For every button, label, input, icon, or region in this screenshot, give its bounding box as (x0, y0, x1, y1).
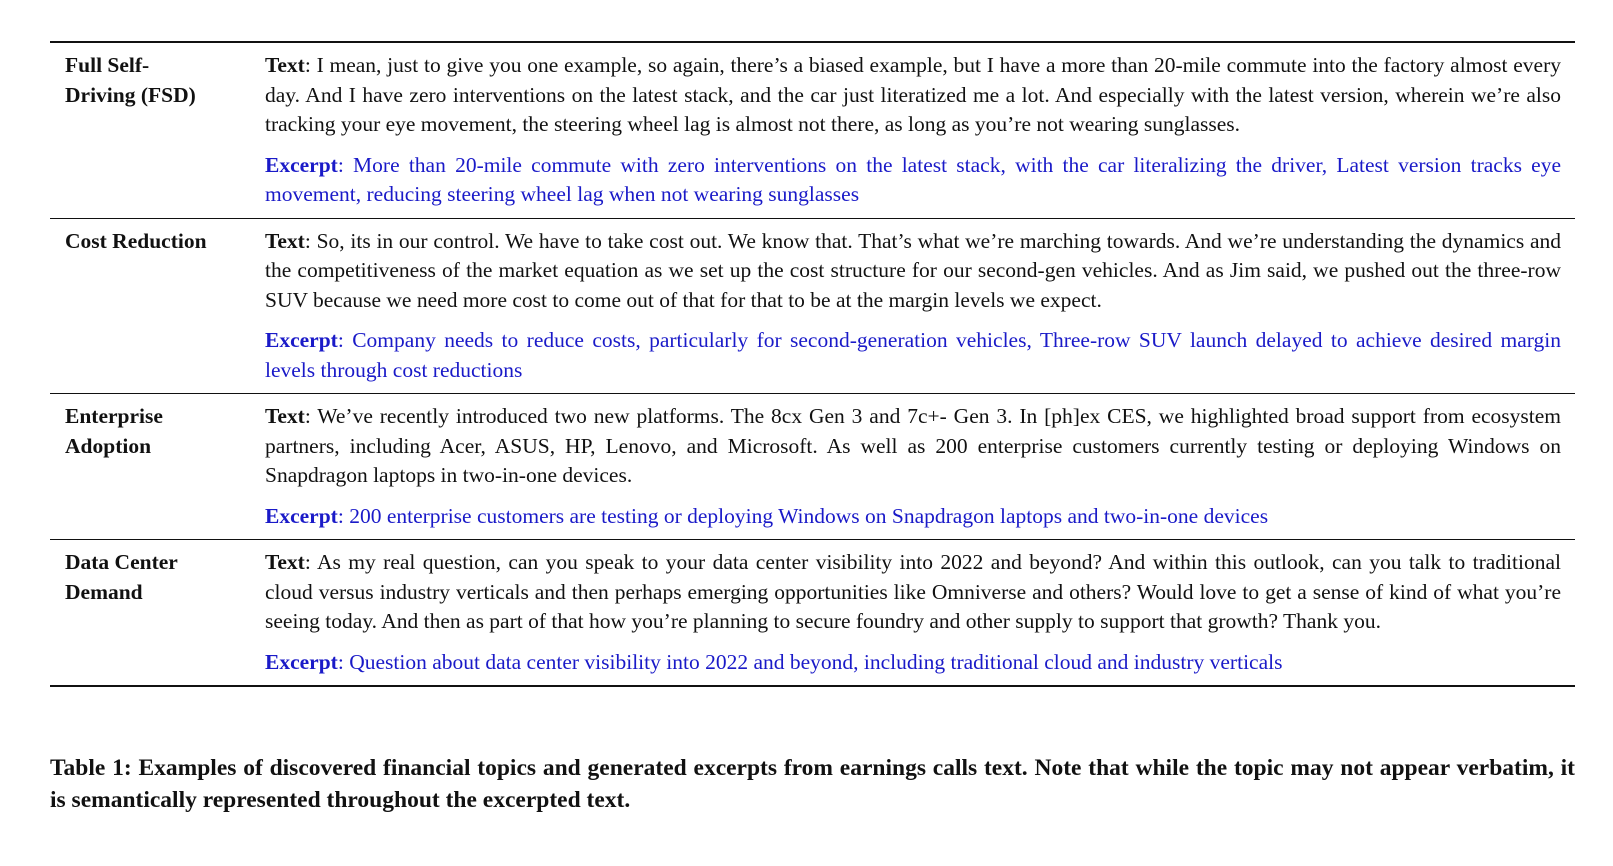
table-row (50, 393, 1575, 539)
row-content (265, 402, 1575, 531)
text-paragraph: Text: As my real question, can you speak to your data center visibility into 2022 and beyond? And within this outlook, can you talk to traditional cloud versus industry verticals and then perhaps emerging opportunities like Omniverse and others? Would love to get a sense of kind of what you’re seeing today. And then as part of that how you’re planning to secure foundry and other supply to support that growth? Thank you. (265, 550, 1561, 633)
excerpt-label: Excerpt (265, 503, 338, 528)
table-row (50, 43, 1575, 218)
row-content (265, 51, 1575, 210)
row-content (265, 227, 1575, 386)
text-label: Text (265, 550, 305, 574)
excerpt-body: 200 enterprise customers are testing or deploying Windows on Snapdragon laptops and two-in-one devices (349, 503, 1269, 528)
text-paragraph: Text: We’ve recently introduced two new platforms. The 8cx Gen 3 and 7c+- Gen 3. In [ph]ex CES, we highlighted broad support from ecosystem partners, including Acer, ASUS, HP, Lenovo, and Microsoft. As well as 200 enterprise customers currently testing or deploying Windows on Snapdragon laptops in two-in-one devices. (265, 404, 1561, 487)
table-caption: Table 1: Examples of discovered financial topics and generated excerpts from earnings calls text. Note that while the topic may not appear verbatim, it is semantically represented throughout the excerpted text. (50, 755, 1575, 813)
topic-label: Cost Reduction (65, 228, 207, 253)
text-label: Text (265, 404, 305, 428)
text-body: We’ve recently introduced two new platforms. The 8cx Gen 3 and 7c+- Gen 3. In [ph]ex CES, we highlighted broad support from ecosystem partners, including Acer, ASUS, HP, Lenovo, and Microsoft. As well as 200 enterprise customers currently testing or deploying Windows on Snapdragon laptops in two-in-one devices. (265, 404, 1561, 487)
excerpt-body: More than 20-mile commute with zero interventions on the latest stack, with the car literalizing the driver, Latest version tracks eye movement, reducing steering wheel lag when not wearing sunglasses (265, 152, 1561, 206)
table-row (50, 218, 1575, 394)
text-label: Text (265, 53, 305, 77)
excerpt-label: Excerpt (265, 152, 338, 177)
text-paragraph: Text: I mean, just to give you one example, so again, there’s a biased example, but I have a more than 20-mile commute into the factory almost every day. And I have zero interventions on the latest stack, and the car just literatized me a lot. And especially with the latest version, wherein we’re also tracking your eye movement, the steering wheel lag is almost not there, as long as you’re not wearing sunglasses. (265, 53, 1561, 136)
topics-table (50, 41, 1575, 687)
text-body: As my real question, can you speak to your data center visibility into 2022 and beyond? And within this outlook, can you talk to traditional cloud versus industry verticals and then perhaps emerging opportunities like Omniverse and others? Would love to get a sense of kind of what you’re seeing today. And then as part of that how you’re planning to secure foundry and other supply to support that growth? Thank you. (265, 550, 1561, 633)
excerpt-paragraph: Excerpt: Company needs to reduce costs, particularly for second-generation vehicles, Three-row SUV launch delayed to achieve desired margin levels through cost reductions (265, 328, 1561, 382)
excerpt-body: Company needs to reduce costs, particularly for second-generation vehicles, Three-row SUV launch delayed to achieve desired margin levels through cost reductions (265, 328, 1561, 382)
excerpt-body: Question about data center visibility into 2022 and beyond, including traditional cloud and industry verticals (349, 649, 1283, 674)
text-body: So, its in our control. We have to take cost out. We know that. That’s what we’re marching towards. And we’re understanding the dynamics and the competitiveness of the market equation as we set up the cost structure for our second-gen vehicles. And as Jim said, we pushed out the three-row SUV because we need more cost to come out of that for that to be at the margin levels we expect. (265, 228, 1561, 312)
excerpt-paragraph: Excerpt: More than 20-mile commute with zero interventions on the latest stack, with the car literalizing the driver, Latest version tracks eye movement, reducing steering wheel lag when not wearing sunglasses (265, 152, 1561, 206)
topic-label: Data Center Demand (65, 550, 178, 604)
excerpt-paragraph: Excerpt: 200 enterprise customers are testing or deploying Windows on Snapdragon laptops and two-in-one devices (265, 503, 1269, 528)
excerpt-label: Excerpt (265, 649, 338, 674)
excerpt-label: Excerpt (265, 328, 338, 352)
topic-label: Full Self-Driving (FSD) (65, 53, 196, 107)
text-body: I mean, just to give you one example, so again, there’s a biased example, but I have a more than 20-mile commute into the factory almost every day. And I have zero interventions on the latest stack, and the car just literatized me a lot. And especially with the latest version, wherein we’re also tracking your eye movement, the steering wheel lag is almost not there, as long as you’re not wearing sunglasses. (265, 53, 1561, 136)
excerpt-paragraph: Excerpt: Question about data center visibility into 2022 and beyond, including traditional cloud and industry verticals (265, 649, 1283, 674)
table-row (50, 539, 1575, 685)
text-paragraph: Text: So, its in our control. We have to take cost out. We know that. That’s what we’re marching towards. And we’re understanding the dynamics and the competitiveness of the market equation as we set up the cost structure for our second-gen vehicles. And as Jim said, we pushed out the three-row SUV because we need more cost to come out of that for that to be at the margin levels we expect. (265, 228, 1561, 312)
topic-label: Enterprise Adoption (65, 404, 163, 458)
row-content (265, 548, 1575, 677)
text-label: Text (265, 228, 305, 253)
